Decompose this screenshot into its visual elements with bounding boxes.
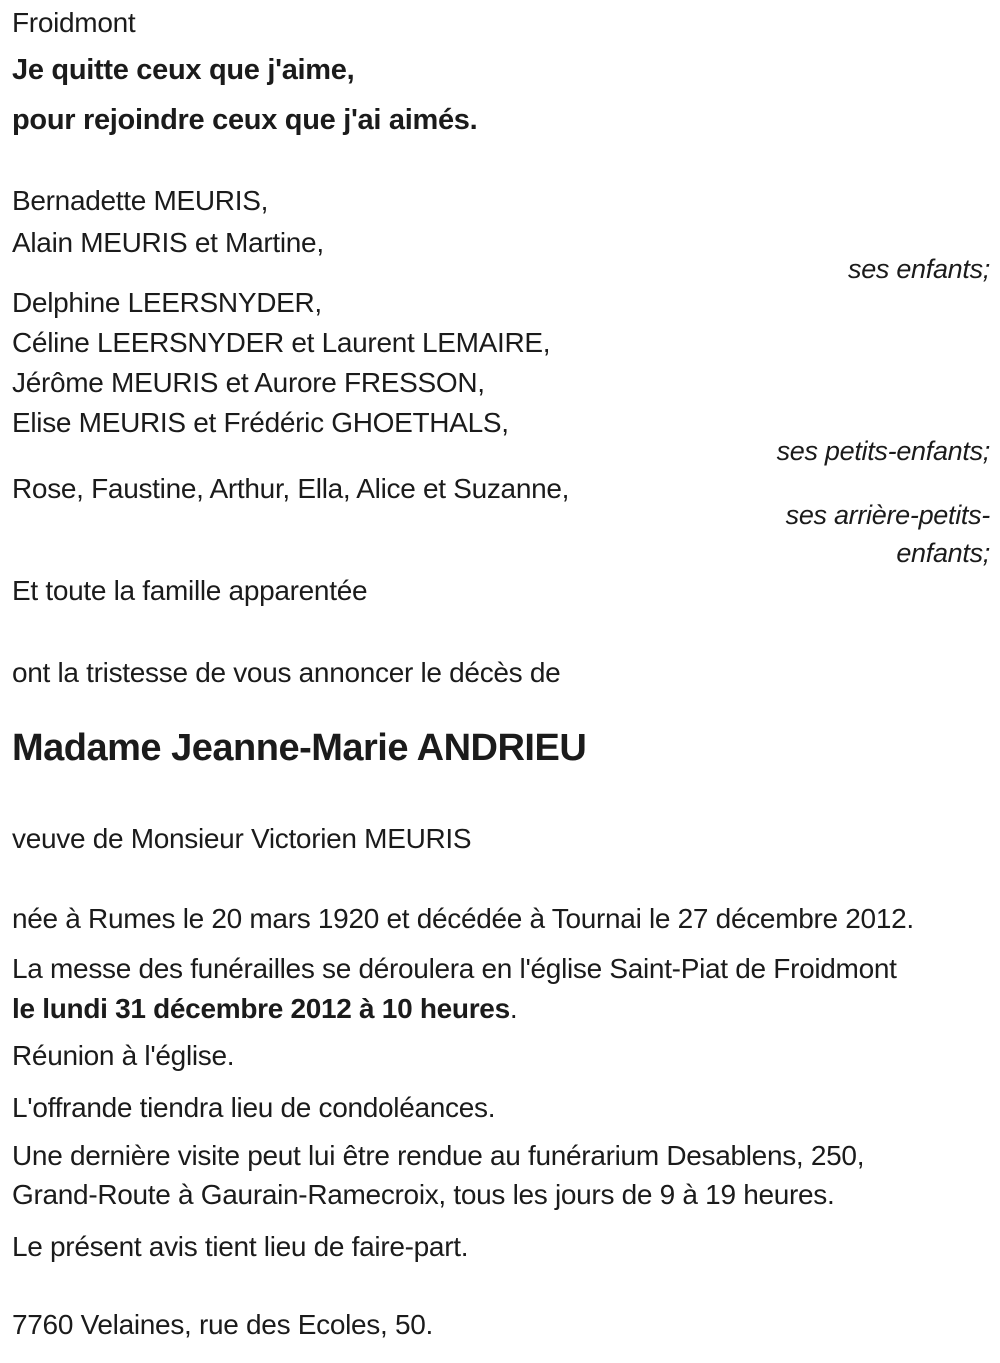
epitaph-line-2: pour rejoindre ceux que j'ai aimés.	[12, 104, 478, 136]
widow-line: veuve de Monsieur Victorien MEURIS	[12, 823, 472, 854]
grandchild-line-2: Céline LEERSNYDER et Laurent LEMAIRE,	[12, 327, 551, 358]
children-relation-label: ses enfants;	[848, 254, 990, 284]
grandchild-line-3: Jérôme MEURIS et Aurore FRESSON,	[12, 367, 485, 398]
grandchild-line-1: Delphine LEERSNYDER,	[12, 287, 322, 318]
great-grandchildren-line: Rose, Faustine, Arthur, Ella, Alice et Suzanne,	[12, 473, 570, 504]
child-line-1: Bernadette MEURIS,	[12, 185, 269, 216]
grandchild-line-4: Elise MEURIS et Frédéric GHOETHALS,	[12, 407, 509, 438]
funeral-date-line	[12, 992, 990, 1026]
funeral-mass-line: La messe des funérailles se déroulera en l'église Saint-Piat de Froidmont	[12, 953, 897, 984]
epitaph-line-1: Je quitte ceux que j'aime,	[12, 54, 355, 86]
grandchildren-relation-label: ses petits-enfants;	[776, 436, 990, 466]
birth-death-line: née à Rumes le 20 mars 1920 et décédée à Tournai le 27 décembre 2012.	[12, 903, 914, 934]
meeting-line: Réunion à l'église.	[12, 1040, 235, 1071]
deceased-name: Madame Jeanne-Marie ANDRIEU	[12, 727, 587, 769]
visit-line-2: Grand-Route à Gaurain-Ramecroix, tous les jours de 9 à 19 heures.	[12, 1179, 835, 1210]
great-grandchildren-relation-label-line-2: enfants;	[896, 538, 990, 568]
notice-line: Le présent avis tient lieu de faire-part.	[12, 1231, 469, 1262]
place-line: Froidmont	[12, 7, 136, 38]
address-line: 7760 Velaines, rue des Ecoles, 50.	[12, 1309, 433, 1340]
extended-family-line: Et toute la famille apparentée	[12, 575, 368, 606]
funeral-date-period: .	[509, 993, 518, 1024]
child-line-2: Alain MEURIS et Martine,	[12, 227, 324, 258]
funeral-date-bold: le lundi 31 décembre 2012 à 10 heures	[12, 993, 510, 1024]
visit-line-1: Une dernière visite peut lui être rendue au funérarium Desablens, 250,	[12, 1140, 865, 1171]
offering-line: L'offrande tiendra lieu de condoléances.	[12, 1092, 496, 1123]
great-grandchildren-relation-label-line-1: ses arrière-petits-	[785, 500, 990, 530]
announcement-line: ont la tristesse de vous annoncer le décès de	[12, 657, 561, 688]
